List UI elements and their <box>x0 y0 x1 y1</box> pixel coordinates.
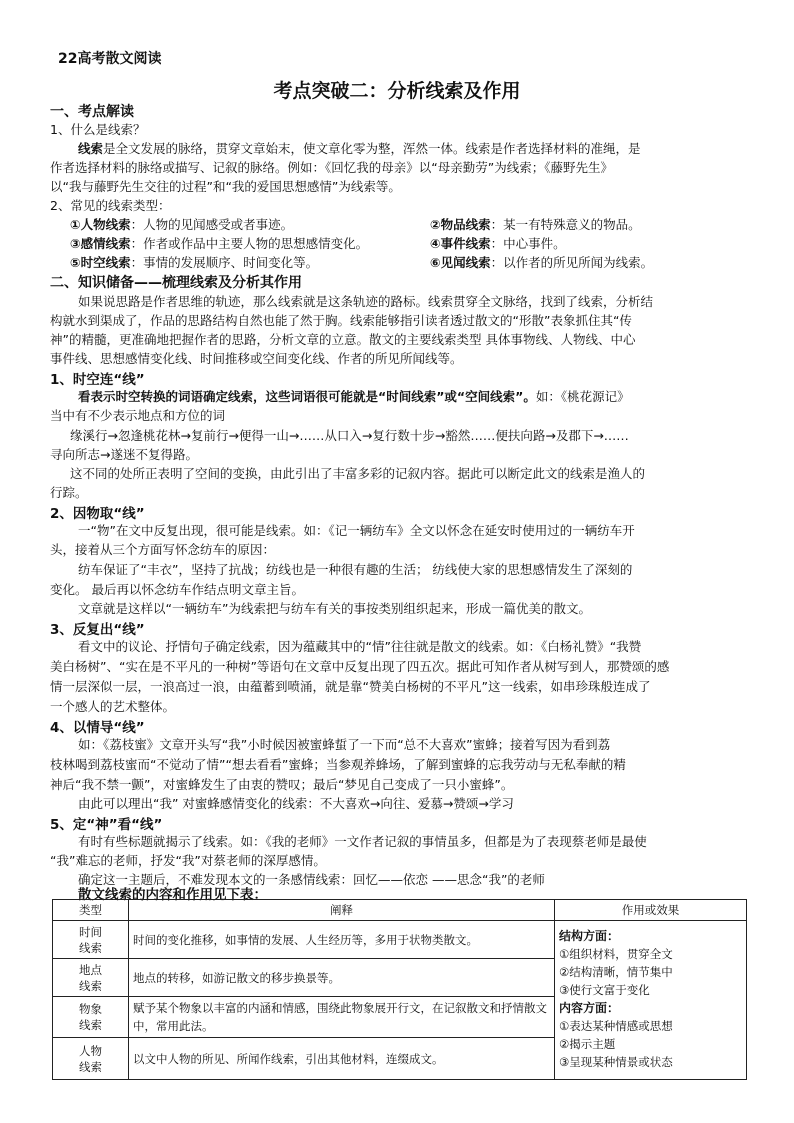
method-heading-3: 3、反复出“线” <box>50 622 145 638</box>
method-2-line: 一“物”在文中反复出现，很可能是线索。如：《记一辆纺车》全文以怀念在延安时使用过的一辆纺车开 <box>78 523 635 538</box>
table-header-row <box>53 900 747 921</box>
intro-line: 事件线、思想感情变化线、时间推移或空间变化线、作者的所见所闻线等。 <box>50 351 463 366</box>
method-5-line: “我”难忘的老师，抒发“我”对蔡老师的深厚感情。 <box>50 853 326 868</box>
type-item: ⑥见闻线索：以作者的所见所闻为线索。 <box>430 255 654 270</box>
table-row <box>53 921 747 959</box>
type-cell: 时间 线索 <box>53 921 129 959</box>
effect-cell <box>555 921 747 1080</box>
method-heading-5: 5、定“神”看“线” <box>50 817 163 833</box>
explanation-cell: 地点的转移，如游记散文的移步换景等。 <box>129 959 555 997</box>
method-1-line: 看表示时空转换的词语确定线索，这些词语很可能就是“时间线索”或“空间线索”。如：《桃花源记》 <box>78 389 630 404</box>
series-label: 22高考散文阅读 <box>58 51 162 67</box>
effect-item: ①组织材料，贯穿全文 <box>559 947 673 961</box>
method-heading-2: 2、因物取“线” <box>50 506 145 522</box>
method-5-line: 有时有些标题就揭示了线索。如：《我的老师》一文作者记叙的事情虽多，但都是为了表现蔡老师是最使 <box>78 834 647 849</box>
explanation-cell: 赋予某个物象以丰富的内涵和情感，围绕此物象展开行文，在记叙散文和抒情散文中，常用此法。 <box>129 997 555 1038</box>
method-3-line: 看文中的议论、抒情句子确定线索，因为蕴藏其中的“情”往往就是散文的线索。如：《白杨礼赞》“我赞 <box>78 639 642 654</box>
intro-line: 构就水到渠成了，作品的思路结构自然也能了然于胸。线索能够指引读者透过散文的“形散”表象抓住其“传 <box>50 313 632 328</box>
question-2: 2、常见的线索类型： <box>50 198 171 213</box>
method-3-line: 情一层深似一层，一浪高过一浪，由蕴蓄到喷涌，就是靠“赞美白杨树的不平凡”这一线索，如串珍珠般连成了 <box>50 679 651 694</box>
method-4-line: 如：《荔枝蜜》文章开头写“我”小时候因被蜜蜂蜇了一下而“总不大喜欢”蜜蜂；接着写因为看到荔 <box>78 737 611 752</box>
effect-structure-heading: 结构方面： <box>559 929 620 943</box>
method-1-line: 寻向所志→遂迷不复得路。 <box>50 447 198 462</box>
method-5-line: 确定这一主题后，不难发现本文的一条感情线索：回忆——依恋 ——思念“我”的老师 <box>78 872 545 887</box>
explanation-cell: 时间的变化推移，如事情的发展、人生经历等，多用于状物类散文。 <box>129 921 555 959</box>
method-2-line: 纺车保证了“丰衣”，坚持了抗战；纺线也是一种很有趣的生活； 纺线使大家的思想感情发生了深刻的 <box>78 562 633 577</box>
effect-item: ②揭示主题 <box>559 1037 616 1051</box>
q1-line-0: 线索是全文发展的脉络，贯穿文章始末，使文章化零为整，浑然一体。线索是作者选择材料的准绳，是 <box>78 141 641 156</box>
explanation-cell: 以文中人物的所见、所闻作线索，引出其他材料，连缀成文。 <box>129 1038 555 1080</box>
method-2-line: 头，接着从三个方面写怀念纺车的原因： <box>50 542 276 557</box>
type-item: ④事件线索：中心事件。 <box>430 236 566 251</box>
q1-line-2: 以“我与藤野先生交往的过程”和“我的爱国思想感情”为线索等。 <box>50 179 401 194</box>
type-item: ③感情线索：作者或作品中主要人物的思想感情变化。 <box>70 236 369 251</box>
effect-item: ③呈现某种情景或状态 <box>559 1055 673 1069</box>
question-1: 1、什么是线索？ <box>50 122 146 137</box>
method-4-line: 枝林喝到荔枝蜜而“不觉动了情”“想去看看”蜜蜂；当参观养蜂场，了解到蜜蜂的忘我劳动与无私奉献的精 <box>50 757 626 772</box>
method-2-line: 变化。 最后再以怀念纺车作结点明文章主旨。 <box>50 582 304 597</box>
clue-table <box>52 899 747 1080</box>
method-1-line: 行踪。 <box>50 485 88 500</box>
effect-item: ①表达某种情感或思想 <box>559 1019 673 1033</box>
method-3-line: 美白杨树”、“实在是不平凡的一种树”等语句在文章中反复出现了四五次。据此可知作者从树写到人，那赞颂的感 <box>50 659 670 674</box>
method-1-line: 这不同的处所正表明了空间的变换，由此引出了丰富多彩的记叙内容。据此可以断定此文的线索是渔人的 <box>70 466 646 481</box>
method-heading-1: 1、时空连“线” <box>50 372 145 388</box>
intro-line: 如果说思路是作者思维的轨迹，那么线索就是这条轨迹的路标。线索贯穿全文脉络，找到了线索，分析结 <box>78 294 654 309</box>
method-4-line: 神后“我不禁一颤”，对蜜蜂发生了由衷的赞叹；最后“梦见自己变成了一只小蜜蜂”。 <box>50 777 514 792</box>
effect-item: ③使行文富于变化 <box>559 983 650 997</box>
table-header: 阐释 <box>129 900 555 921</box>
method-4-line: 由此可以理出“我” 对蜜蜂感情变化的线索：不大喜欢→向往、爱慕→赞颂→学习 <box>78 796 514 811</box>
intro-line: 神”的精髓，更准确地把握作者的思路，分析文章的立意。散文的主要线索类型 具体事物线、人物线、中心 <box>50 332 636 347</box>
effect-item: ②结构清晰，情节集中 <box>559 965 673 979</box>
section-heading-2: 二、知识储备——梳理线索及分析其作用 <box>50 275 302 291</box>
type-item: ②物品线索：某一有特殊意义的物品。 <box>430 217 641 232</box>
table-header: 作用或效果 <box>555 900 747 921</box>
page-title: 考点突破二：分析线索及作用 <box>273 80 521 102</box>
type-item: ①人物线索：人物的见闻感受或者事迹。 <box>70 217 294 232</box>
method-heading-4: 4、以情导“线” <box>50 720 145 736</box>
table-caption: 散文线索的内容和作用见下表： <box>78 887 267 903</box>
q1-line-1: 作者选择材料的脉络或描写、记叙的脉络。例如：《回忆我的母亲》以“母亲勤劳”为线索；《藤野先生》 <box>50 160 613 175</box>
method-2-line: 文章就是这样以“一辆纺车”为线索把与纺车有关的事按类别组织起来，形成一篇优美的散文。 <box>78 601 591 616</box>
method-1-line: 当中有不少表示地点和方位的词 <box>50 408 226 423</box>
section-heading-1: 一、考点解读 <box>50 104 134 120</box>
method-1-line: 缘溪行→忽逢桃花林→复前行→便得一山→……从口入→复行数十步→豁然……便扶向路→及郡下→…… <box>70 428 629 443</box>
type-cell: 物象 线索 <box>53 997 129 1038</box>
method-3-line: 一个感人的艺术整体。 <box>50 699 176 714</box>
type-cell: 人物 线索 <box>53 1038 129 1080</box>
type-item: ⑤时空线索：事情的发展顺序、时间变化等。 <box>70 255 319 270</box>
effect-content-heading: 内容方面： <box>559 1001 620 1015</box>
type-cell: 地点 线索 <box>53 959 129 997</box>
table-header: 类型 <box>53 900 129 921</box>
